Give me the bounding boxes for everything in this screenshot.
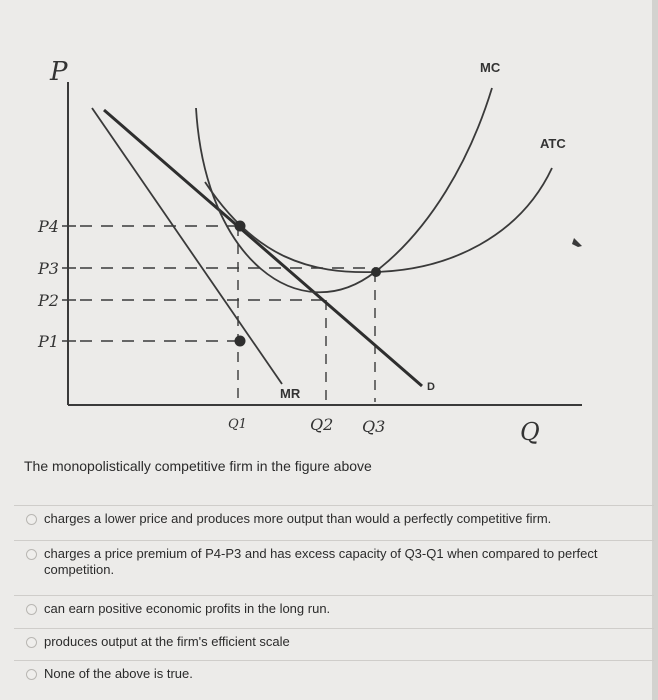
mc-curve: [196, 88, 492, 292]
axis-label-price: P: [50, 57, 68, 87]
label-q3: Q3: [362, 417, 386, 436]
label-q1: Q1: [228, 417, 247, 432]
answer-option-label: charges a price premium of P4-P3 and has excess capacity of Q3-Q1 when compared to perfect competition.: [44, 546, 598, 577]
label-mc: MC: [480, 60, 501, 75]
answer-option-2[interactable]: [14, 540, 654, 593]
demand-curve: [104, 110, 422, 386]
point-mr-mc: [235, 336, 246, 347]
answer-option-label: None of the above is true.: [44, 666, 193, 681]
label-q2: Q2: [310, 415, 334, 434]
label-p2: P2: [38, 291, 59, 310]
label-p3: P3: [38, 259, 59, 278]
label-demand: D: [427, 381, 435, 393]
radio-button[interactable]: [26, 514, 37, 525]
answer-option-3[interactable]: [14, 595, 654, 626]
atc-curve: [205, 168, 552, 272]
label-atc: ATC: [540, 136, 566, 151]
point-d-atc: [235, 221, 246, 232]
answer-option-4[interactable]: [14, 628, 654, 659]
radio-button[interactable]: [26, 669, 37, 680]
mr-curve: [92, 108, 282, 384]
answer-option-label: can earn positive economic profits in the long run.: [44, 601, 331, 616]
answer-option-1[interactable]: [14, 505, 654, 536]
answer-option-5[interactable]: [14, 660, 654, 693]
point-atc-min: [371, 267, 381, 277]
radio-button[interactable]: [26, 604, 37, 615]
axis-label-quantity: Q: [520, 418, 540, 446]
question-text: The monopolistically competitive firm in the figure above: [24, 458, 372, 474]
cursor-arrow-icon: [572, 238, 582, 247]
answer-option-label: charges a lower price and produces more output than would a perfectly competitive firm.: [44, 511, 552, 526]
answer-option-label: produces output at the firm's efficient scale: [44, 634, 290, 649]
radio-button[interactable]: [26, 549, 37, 560]
label-p1: P1: [38, 332, 59, 351]
label-mr: MR: [280, 386, 301, 401]
label-p4: P4: [38, 217, 59, 236]
radio-button[interactable]: [26, 637, 37, 648]
